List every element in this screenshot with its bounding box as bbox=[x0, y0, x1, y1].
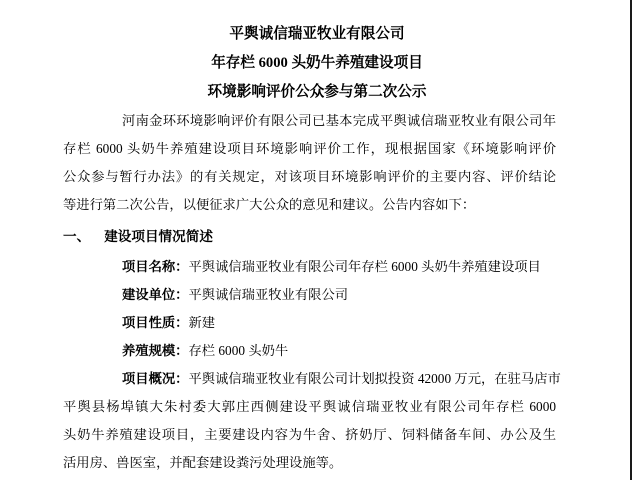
item-label: 项目名称： bbox=[122, 259, 189, 274]
item-value: 新建 bbox=[188, 315, 216, 330]
overview-line: 平舆县杨埠镇大朱村委大郭庄西侧建设平舆诚信瑞亚牧业有限公司年存栏 6000 bbox=[63, 399, 556, 414]
intro-line: 等进行第二次公告，以便征求广大公众的意见和建议。公告内容如下： bbox=[63, 197, 476, 212]
intro-line: 河南金环环境影响评价有限公司已基本完成平舆诚信瑞亚牧业有限公司年 bbox=[122, 113, 556, 128]
document-title-block bbox=[0, 0, 634, 107]
item-value: 平舆诚信瑞亚牧业有限公司 bbox=[188, 287, 349, 302]
item-project-name bbox=[63, 253, 556, 281]
item-breeding-scale bbox=[63, 337, 556, 365]
overview-line: 头奶牛养殖建设项目，主要建设内容为牛舍、挤奶厅、饲料储备车间、办公及生 bbox=[63, 427, 556, 442]
item-construction-unit bbox=[63, 281, 556, 309]
item-value: 平舆诚信瑞亚牧业有限公司年存栏 6000 头奶牛养殖建设项目 bbox=[188, 259, 541, 274]
overview-line: 活用房、兽医室，并配套建设粪污处理设施等。 bbox=[63, 455, 343, 470]
item-label: 养殖规模： bbox=[122, 343, 189, 358]
section-heading bbox=[63, 223, 556, 251]
title-line-project: 年存栏 6000 头奶牛养殖建设项目 bbox=[211, 55, 423, 71]
section-heading-text: 建设项目情况简述 bbox=[104, 229, 213, 244]
project-info-list bbox=[63, 253, 561, 477]
title-line-company: 平舆诚信瑞亚牧业有限公司 bbox=[229, 26, 405, 42]
item-label: 项目概况： bbox=[122, 371, 189, 386]
section-number: 一、 bbox=[63, 229, 91, 244]
item-project-overview bbox=[63, 365, 561, 477]
intro-line: 公众参与暂行办法》的有关规定，对该项目环境影响评价的主要内容、评价结论 bbox=[63, 169, 556, 184]
item-project-nature bbox=[63, 309, 556, 337]
intro-line: 存栏 6000 头奶牛养殖建设项目环境影响评价工作，现根据国家《环境影响评价 bbox=[63, 141, 556, 156]
item-label: 建设单位： bbox=[122, 287, 189, 302]
title-line-notice: 环境影响评价公众参与第二次公示 bbox=[207, 84, 427, 100]
overview-line bbox=[63, 365, 561, 393]
document-body bbox=[63, 107, 561, 477]
item-value: 存栏 6000 头奶牛 bbox=[188, 343, 289, 358]
item-value: 平舆诚信瑞亚牧业有限公司计划拟投资 42000 万元，在驻马店市 bbox=[188, 371, 561, 386]
item-label: 项目性质： bbox=[122, 315, 189, 330]
intro-paragraph bbox=[63, 107, 556, 219]
page-right-border bbox=[630, 0, 632, 480]
